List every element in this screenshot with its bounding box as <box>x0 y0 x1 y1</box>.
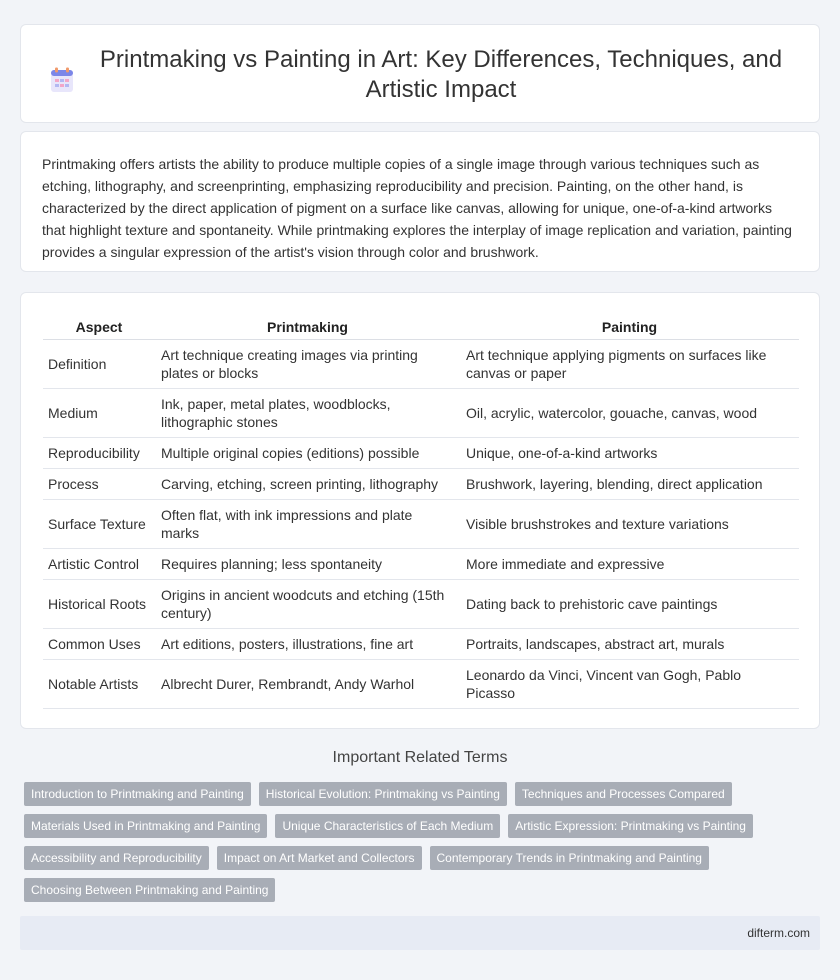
painting-cell: Visible brushstrokes and texture variations <box>460 499 799 548</box>
related-term-tag[interactable]: Impact on Art Market and Collectors <box>217 846 422 870</box>
printmaking-cell: Multiple original copies (editions) possible <box>155 437 460 468</box>
table-row <box>43 548 799 579</box>
aspect-cell: Medium <box>43 388 155 437</box>
related-term-tag[interactable]: Contemporary Trends in Printmaking and Painting <box>430 846 709 870</box>
aspect-cell: Historical Roots <box>43 579 155 628</box>
header-aspect: Aspect <box>43 311 155 339</box>
printmaking-cell: Ink, paper, metal plates, woodblocks, lithographic stones <box>155 388 460 437</box>
intro-text: Printmaking offers artists the ability to produce multiple copies of a single image through various techniques such as etching, lithography, and screenprinting, emphasizing reproducibility and precision. Painting, on the other hand, is characterized by the direct application of pigment on a surface like canvas, allowing for unique, one-of-a-kind artworks that highlight texture and spontaneity. While printmaking explores the interplay of image replication and variation, painting provides a singular expression of the artist's vision through color and brushwork. <box>42 156 792 260</box>
table-row <box>43 628 799 659</box>
related-term-tag[interactable]: Introduction to Printmaking and Painting <box>24 782 251 806</box>
related-term-tag[interactable]: Accessibility and Reproducibility <box>24 846 209 870</box>
aspect-cell: Common Uses <box>43 628 155 659</box>
painting-cell: Brushwork, layering, blending, direct application <box>460 468 799 499</box>
header-printmaking: Printmaking <box>155 311 460 339</box>
table-row <box>43 579 799 628</box>
printmaking-cell: Origins in ancient woodcuts and etching (15th century) <box>155 579 460 628</box>
table-row <box>43 388 799 437</box>
related-term-tag[interactable]: Unique Characteristics of Each Medium <box>275 814 500 838</box>
aspect-cell: Notable Artists <box>43 659 155 708</box>
painting-cell: Oil, acrylic, watercolor, gouache, canvas, wood <box>460 388 799 437</box>
related-term-tag[interactable]: Choosing Between Printmaking and Painting <box>24 878 275 902</box>
aspect-cell: Reproducibility <box>43 437 155 468</box>
intro-card <box>20 131 820 272</box>
aspect-cell: Artistic Control <box>43 548 155 579</box>
painting-cell: More immediate and expressive <box>460 548 799 579</box>
document-icon <box>50 67 74 93</box>
related-terms-tags <box>24 782 824 910</box>
table-row <box>43 437 799 468</box>
printmaking-cell: Requires planning; less spontaneity <box>155 548 460 579</box>
printmaking-cell: Art editions, posters, illustrations, fine art <box>155 628 460 659</box>
aspect-cell: Process <box>43 468 155 499</box>
aspect-cell: Surface Texture <box>43 499 155 548</box>
aspect-cell: Definition <box>43 339 155 388</box>
footer-site-link[interactable]: difterm.com <box>747 926 810 940</box>
painting-cell: Leonardo da Vinci, Vincent van Gogh, Pablo Picasso <box>460 659 799 708</box>
table-row <box>43 659 799 708</box>
title-wrap <box>50 45 790 105</box>
table-row <box>43 339 799 388</box>
page-title: Printmaking vs Painting in Art: Key Differences, Techniques, and Artistic Impact <box>99 46 783 103</box>
comparison-card <box>20 292 820 729</box>
related-term-tag[interactable]: Materials Used in Printmaking and Painting <box>24 814 267 838</box>
printmaking-cell: Art technique creating images via printing plates or blocks <box>155 339 460 388</box>
table-row <box>43 499 799 548</box>
painting-cell: Art technique applying pigments on surfaces like canvas or paper <box>460 339 799 388</box>
printmaking-cell: Carving, etching, screen printing, lithography <box>155 468 460 499</box>
painting-cell: Portraits, landscapes, abstract art, murals <box>460 628 799 659</box>
related-terms-title: Important Related Terms <box>332 749 508 766</box>
printmaking-cell: Albrecht Durer, Rembrandt, Andy Warhol <box>155 659 460 708</box>
footer <box>20 916 820 950</box>
printmaking-cell: Often flat, with ink impressions and plate marks <box>155 499 460 548</box>
header-card <box>20 24 820 123</box>
header-painting: Painting <box>460 311 799 339</box>
related-term-tag[interactable]: Artistic Expression: Printmaking vs Painting <box>508 814 753 838</box>
related-term-tag[interactable]: Historical Evolution: Printmaking vs Painting <box>259 782 507 806</box>
painting-cell: Dating back to prehistoric cave paintings <box>460 579 799 628</box>
painting-cell: Unique, one-of-a-kind artworks <box>460 437 799 468</box>
table-row <box>43 468 799 499</box>
table-header-row <box>43 311 799 339</box>
related-term-tag[interactable]: Techniques and Processes Compared <box>515 782 732 806</box>
comparison-table <box>43 311 799 709</box>
